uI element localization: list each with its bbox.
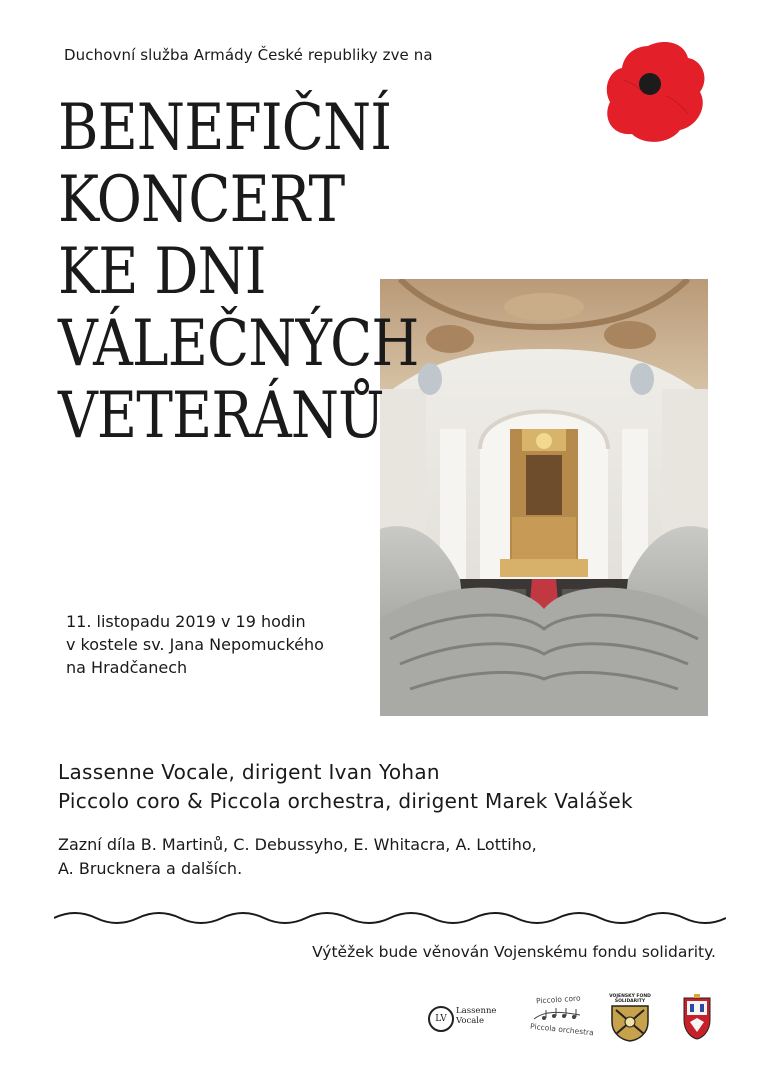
- vfs-line-2: SOLIDARITY: [614, 999, 646, 1004]
- vojensky-fond-solidarity-logo: [608, 992, 652, 1042]
- performer-2: Piccolo coro & Piccola orchestra, dirigent Marek Valášek: [58, 789, 633, 813]
- title-line-5: VETERÁNŮ: [58, 379, 384, 453]
- lassenne-name: [456, 1006, 496, 1026]
- wave-divider: [54, 906, 726, 930]
- title-line-4: VÁLEČNÝCH: [58, 307, 419, 381]
- partner-logos: [428, 992, 718, 1044]
- music-notes-icon: [532, 1007, 582, 1023]
- program-line-1: Zazní díla B. Martinů, C. Debussyho, E. Whitacra, A. Lottiho,: [58, 835, 537, 854]
- event-venue-line-2: na Hradčanech: [66, 658, 188, 677]
- performer-1: Lassenne Vocale, dirigent Ivan Yohan: [58, 760, 440, 784]
- program-line-2: A. Brucknera a dalších.: [58, 859, 243, 878]
- performers: [58, 758, 633, 816]
- lassenne-line-1: Lassenne: [456, 1006, 497, 1016]
- piccolo-coro-logo: [528, 992, 595, 1042]
- lassenne-line-2: Vocale: [456, 1016, 485, 1026]
- piccola-orchestra-text: Piccola orchestra: [529, 1021, 595, 1038]
- vfs-label: [608, 994, 652, 1004]
- vfs-line-1: VOJENSKÝ FOND: [609, 994, 651, 999]
- event-date-time: 11. listopadu 2019 v 19 hodin: [66, 612, 306, 631]
- poppy-icon: [604, 40, 706, 144]
- organizer-intro: Duchovní služba Armády České republiky zve na: [64, 46, 433, 64]
- vfs-shield-icon: [610, 1004, 650, 1042]
- concert-title: [58, 92, 471, 452]
- lassenne-monogram: LV: [428, 1006, 454, 1032]
- proceeds-note: Výtěžek bude věnován Vojenskému fondu solidarity.: [312, 943, 716, 961]
- lassenne-vocale-logo: [428, 992, 508, 1042]
- program: [58, 833, 537, 881]
- event-venue-line-1: v kostele sv. Jana Nepomuckého: [66, 635, 324, 654]
- title-line-1: BENEFIČNÍ: [58, 91, 392, 165]
- prague-castle-crest-icon: [682, 994, 712, 1040]
- piccolo-coro-text: Piccolo coro: [535, 993, 581, 1006]
- title-line-3: KE DNI: [58, 235, 266, 309]
- event-details: [66, 610, 324, 679]
- title-line-2: KONCERT: [58, 163, 345, 237]
- prague-castle-crest: [682, 994, 712, 1040]
